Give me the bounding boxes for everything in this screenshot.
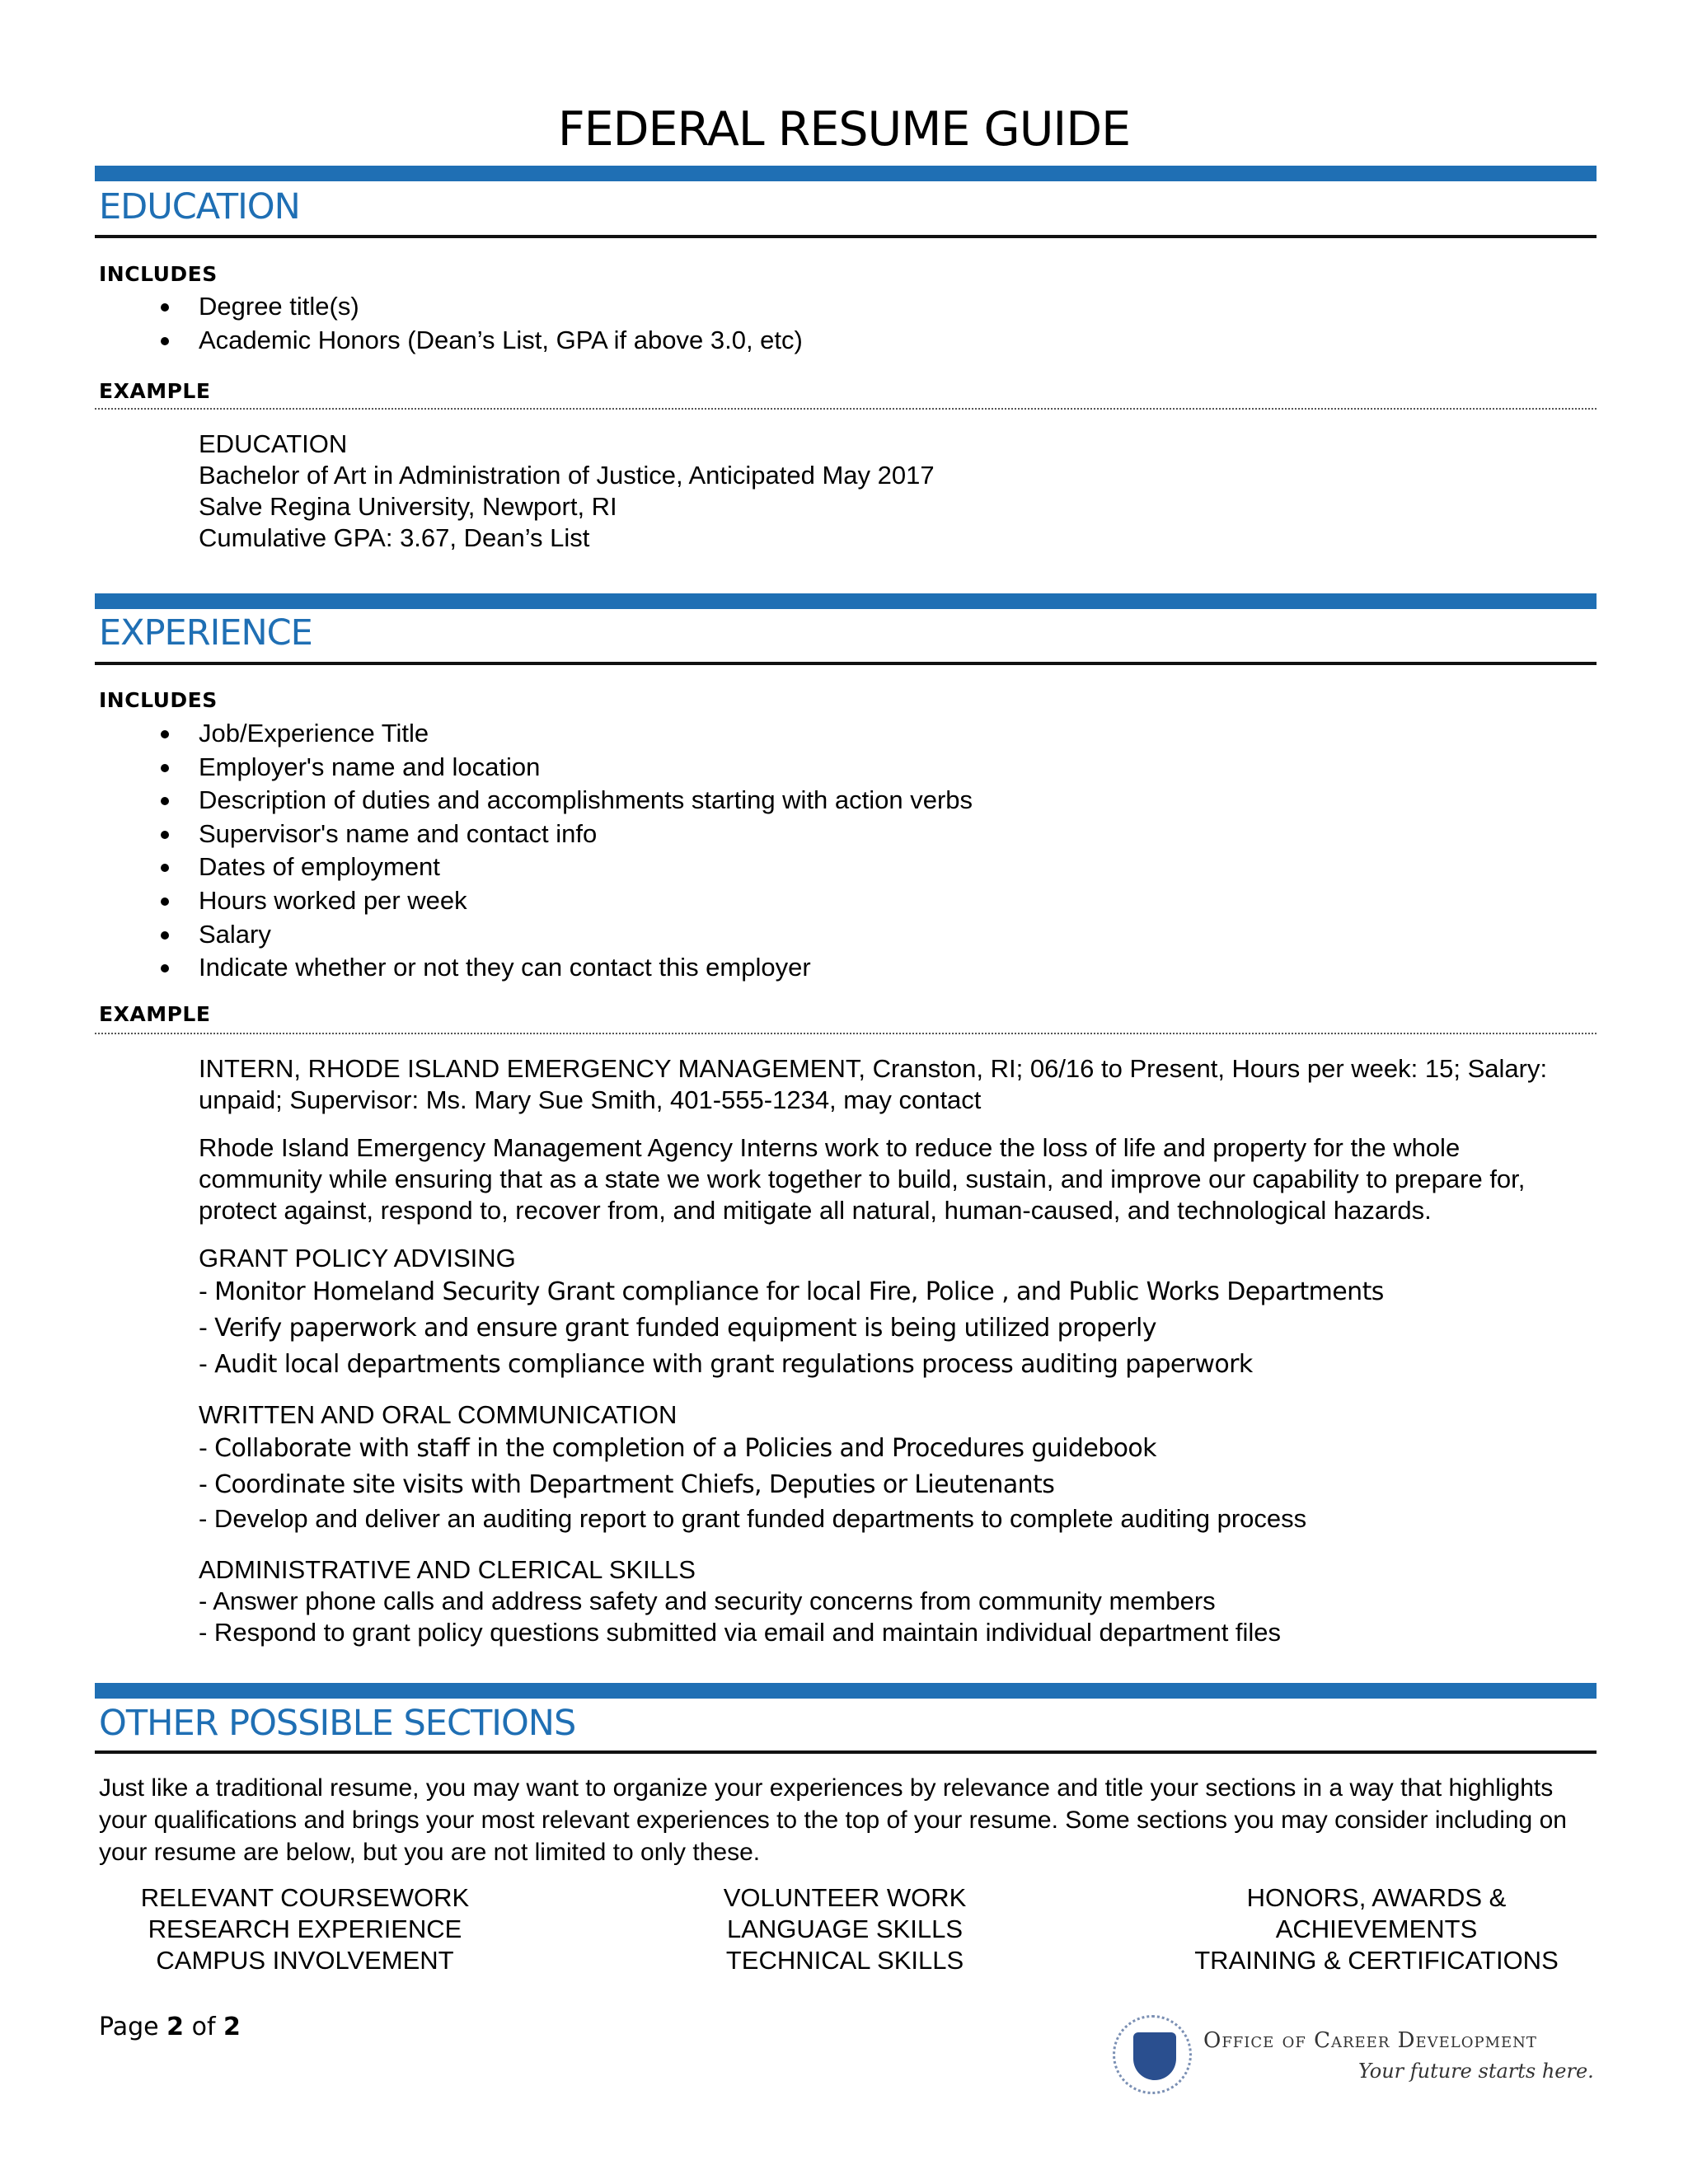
includes-label: INCLUDES xyxy=(99,688,218,712)
list-item: Academic Honors (Dean’s List, GPA if above 3.0, etc) xyxy=(0,324,803,358)
section-name: LANGUAGE SKILLS xyxy=(726,1915,963,1943)
section-name: TECHNICAL SKILLS xyxy=(725,1946,964,1975)
page-title: FEDERAL RESUME GUIDE xyxy=(557,102,1131,157)
section-column xyxy=(614,1882,1076,1976)
group-item: - Respond to grant policy questions submitted via email and maintain individual department files xyxy=(199,1618,1282,1647)
section-accent-bar xyxy=(95,166,1597,181)
group-item: - Develop and deliver an auditing report to grant funded departments to complete auditing process xyxy=(199,1504,1307,1533)
section-accent-bar xyxy=(95,593,1597,609)
section-rule xyxy=(95,235,1597,238)
list-item: Degree title(s) xyxy=(0,290,803,324)
list-item: Job/Experience Title xyxy=(0,717,973,751)
list-item: Supervisor's name and contact info xyxy=(0,818,973,851)
section-name: TRAINING & CERTIFICATIONS xyxy=(1194,1946,1559,1975)
group-item: - Collaborate with staff in the completion of a Policies and Procedures guidebook xyxy=(199,1434,1156,1463)
example-line: Salve Regina University, Newport, RI xyxy=(199,492,617,521)
section-column xyxy=(1146,1882,1607,1976)
office-name: Office of Career Development xyxy=(1203,2028,1537,2053)
example-line: EDUCATION xyxy=(199,429,348,458)
office-tagline: Your future starts here. xyxy=(1358,2060,1594,2083)
group-item: - Monitor Homeland Security Grant compliance for local Fire, Police , and Public Works Departments xyxy=(199,1277,1384,1306)
section-rule xyxy=(95,662,1597,665)
list-item: Description of duties and accomplishments starting with action verbs xyxy=(0,784,973,818)
section-accent-bar xyxy=(95,1683,1597,1699)
group-item: - Verify paperwork and ensure grant funded equipment is being utilized properly xyxy=(199,1314,1156,1343)
includes-label: INCLUDES xyxy=(99,262,218,286)
group-item: - Answer phone calls and address safety and security concerns from community members xyxy=(199,1586,1216,1615)
group-title: ADMINISTRATIVE AND CLERICAL SKILLS xyxy=(199,1555,696,1584)
list-item: Indicate whether or not they can contact this employer xyxy=(0,951,973,985)
section-name: VOLUNTEER WORK xyxy=(723,1883,967,1912)
example-line: Bachelor of Art in Administration of Justice, Anticipated May 2017 xyxy=(199,461,935,490)
example-line: Cumulative GPA: 3.67, Dean’s List xyxy=(199,523,590,552)
group-item: - Coordinate site visits with Department Chiefs, Deputies or Lieutenants xyxy=(199,1470,1055,1499)
office-logo xyxy=(1113,2015,1594,2097)
section-name: CAMPUS INVOLVEMENT xyxy=(156,1946,454,1975)
group-item: - Audit local departments compliance with grant regulations process auditing paperwork xyxy=(199,1350,1253,1379)
experience-group xyxy=(199,1243,1583,1383)
page-number: Page 2 of 2 xyxy=(99,2013,241,2041)
dotted-rule xyxy=(95,408,1597,410)
experience-group xyxy=(199,1399,1583,1535)
section-rule xyxy=(95,1750,1597,1754)
section-name: HONORS, AWARDS & xyxy=(1246,1883,1507,1912)
section-heading-education: EDUCATION xyxy=(99,186,300,227)
example-label: EXAMPLE xyxy=(99,379,211,403)
example-label: EXAMPLE xyxy=(99,1002,211,1026)
education-example xyxy=(199,429,935,554)
section-name: RESEARCH EXPERIENCE xyxy=(148,1915,462,1943)
section-heading-experience: EXPERIENCE xyxy=(99,612,312,654)
dotted-rule xyxy=(95,1033,1597,1034)
experience-includes-list xyxy=(0,717,973,985)
list-item: Salary xyxy=(0,918,973,952)
other-intro: Just like a traditional resume, you may want to organize your experiences by relevance and title your sections in a way that highlights your qualifications and brings your most relevant experiences to the top of your resume. Some sections you may consider including on your resume are below, but you are not limited to only these. xyxy=(99,1774,1567,1866)
section-name: ACHIEVEMENTS xyxy=(1275,1915,1478,1943)
education-includes-list xyxy=(0,290,803,357)
job-header: INTERN, RHODE ISLAND EMERGENCY MANAGEMENT, Cranston, RI; 06/16 to Present, Hours per week: 15; Salary: unpaid; Supervisor: Ms. Mary Sue Smith, 401-555-1234, may contact xyxy=(199,1054,1548,1114)
list-item: Employer's name and location xyxy=(0,751,973,785)
section-name: RELEVANT COURSEWORK xyxy=(140,1883,470,1912)
group-title: GRANT POLICY ADVISING xyxy=(199,1244,516,1272)
job-description: Rhode Island Emergency Management Agency Interns work to reduce the loss of life and property for the whole community while ensuring that as a state we work together to build, sustain, and improve our capability to prepare for, protect against, respond to, recover from, and mitigate all natural, human-caused, and technological hazards. xyxy=(199,1133,1526,1225)
section-column xyxy=(74,1882,536,1976)
section-heading-other: OTHER POSSIBLE SECTIONS xyxy=(99,1703,576,1744)
group-title: WRITTEN AND ORAL COMMUNICATION xyxy=(199,1400,678,1429)
experience-group xyxy=(199,1554,1583,1648)
list-item: Dates of employment xyxy=(0,851,973,884)
university-seal-icon xyxy=(1113,2015,1192,2094)
list-item: Hours worked per week xyxy=(0,884,973,918)
